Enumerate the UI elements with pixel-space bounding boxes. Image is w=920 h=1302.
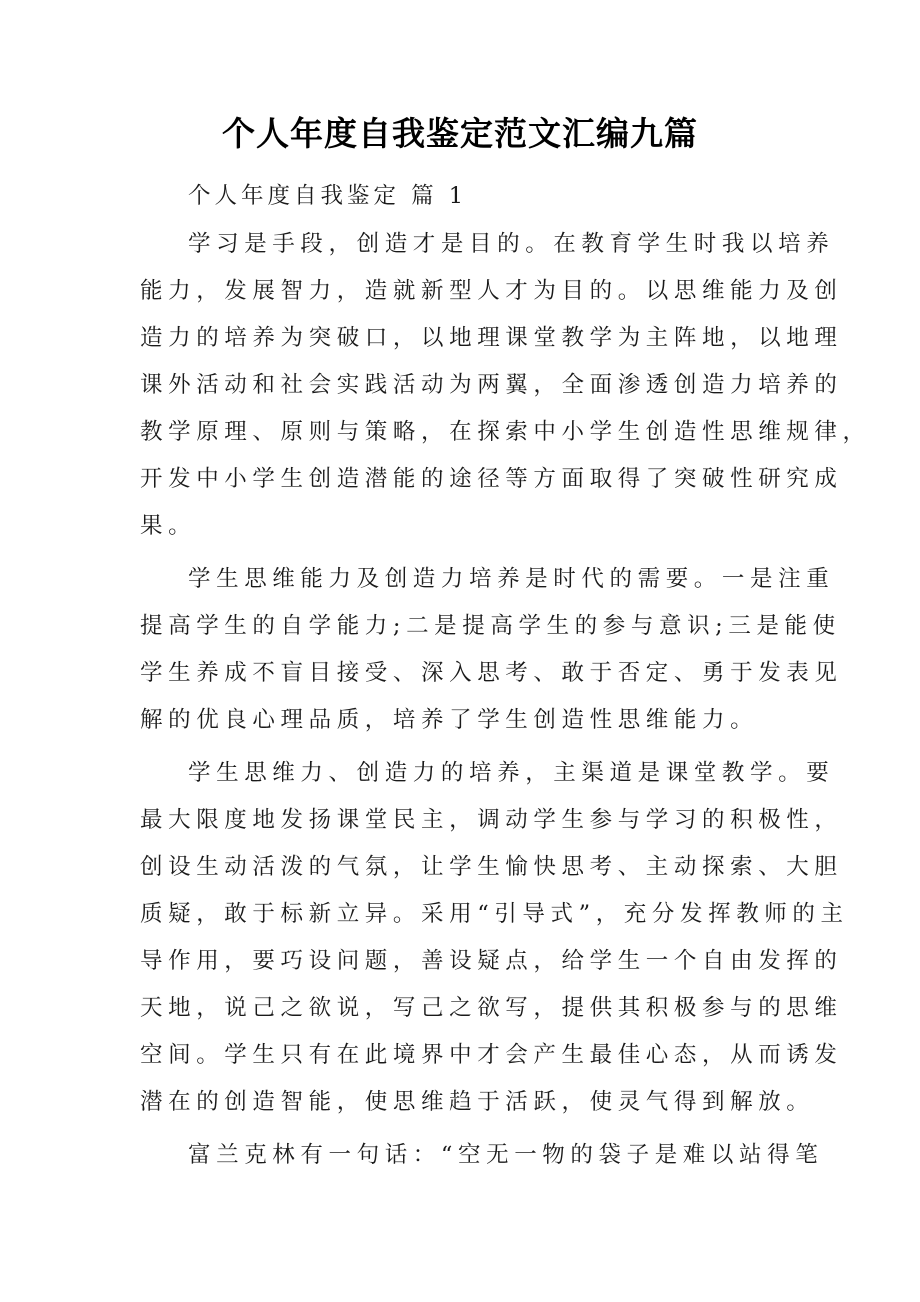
paragraph-line: 开发中小学生创造潜能的途径等方面取得了突破性研究成 (140, 466, 843, 492)
paragraph-line: 造力的培养为突破口，以地理课堂教学为主阵地，以地理 (140, 325, 843, 351)
paragraph-line: 学生思维力、创造力的培养，主渠道是课堂教学。要 (188, 760, 835, 786)
paragraph-line: 学生养成不盲目接受、深入思考、敢于否定、勇于发表见 (140, 660, 843, 686)
paragraph-line: 提高学生的自学能力;二是提高学生的参与意识;三是能使 (140, 613, 841, 639)
paragraph-line: 天地，说己之欲说，写己之欲写，提供其积极参与的思维 (140, 995, 843, 1021)
document-title: 个人年度自我鉴定范文汇编九篇 (222, 114, 698, 153)
paragraph-line: 能力，发展智力，造就新型人才为目的。以思维能力及创 (140, 278, 843, 304)
paragraph-line: 学习是手段，创造才是目的。在教育学生时我以培养 (188, 231, 835, 257)
paragraph-line: 教学原理、原则与策略，在探索中小学生创造性思维规律， (140, 419, 871, 445)
paragraph-line: 导作用，要巧设问题，善设疑点，给学生一个自由发挥的 (140, 948, 843, 974)
paragraph-line: 解的优良心理品质，培养了学生创造性思维能力。 (140, 707, 759, 733)
paragraph-line: 最大限度地发扬课堂民主，调动学生参与学习的积极性， (140, 807, 843, 833)
paragraph-line: 学生思维能力及创造力培养是时代的需要。一是注重 (188, 566, 835, 592)
paragraph-line: 创设生动活泼的气氛，让学生愉快思考、主动探索、大胆 (140, 854, 843, 880)
paragraph-line: 富兰克林有一句话：“空无一物的袋子是难以站得笔 (188, 1142, 824, 1168)
section-heading: 个人年度自我鉴定 篇 1 (188, 183, 468, 209)
paragraph-line: 质疑，敢于标新立异。采用“引导式”，充分发挥教师的主 (140, 901, 849, 927)
paragraph-line: 空间。学生只有在此境界中才会产生最佳心态，从而诱发 (140, 1042, 843, 1068)
paragraph-line: 课外活动和社会实践活动为两翼，全面渗透创造力培养的 (140, 372, 843, 398)
paragraph-line: 果。 (140, 513, 197, 539)
paragraph-line: 潜在的创造智能，使思维趋于活跃，使灵气得到解放。 (140, 1089, 815, 1115)
